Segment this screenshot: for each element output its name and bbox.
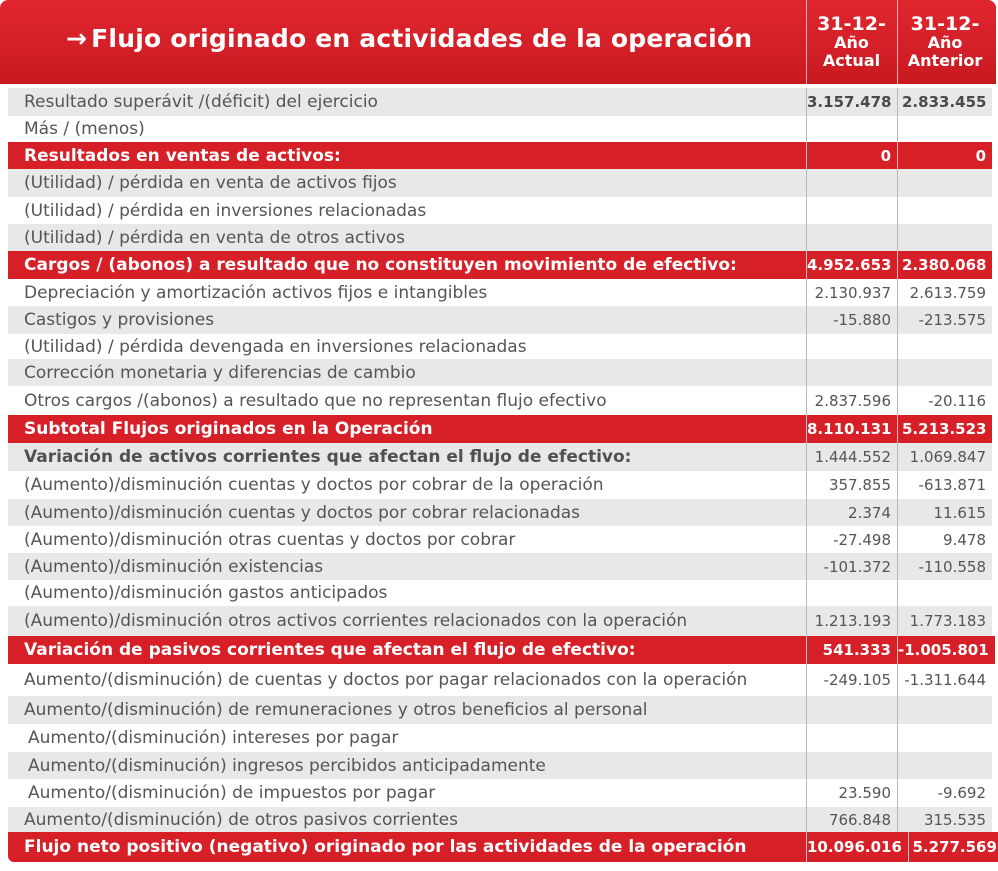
row-label: (Utilidad) / pérdida en venta de activos fijos xyxy=(24,173,397,193)
value-anterior: 5.277.569 xyxy=(908,832,998,862)
row-label: (Utilidad) / pérdida en venta de otros activos xyxy=(24,227,406,248)
table-row xyxy=(8,197,992,224)
table-row xyxy=(8,306,992,334)
column-header-period: Anterior xyxy=(907,51,983,70)
value-actual: 23.590 xyxy=(806,779,897,807)
row-label: Resultado superávit /(déficit) del ejercicio xyxy=(24,92,378,112)
value-actual: 1.213.193 xyxy=(806,606,897,636)
value-actual xyxy=(806,224,897,251)
table-row xyxy=(8,752,992,779)
row-label: (Aumento)/disminución cuentas y doctos por cobrar de la operación xyxy=(24,475,604,495)
row-label: (Aumento)/disminución existencias xyxy=(24,556,324,577)
row-label: (Utilidad) / pérdida devengada en inversiones relacionadas xyxy=(24,336,527,357)
row-label: Variación de pasivos corrientes que afectan el flujo de efectivo: xyxy=(24,640,636,660)
table-row xyxy=(8,807,992,832)
row-label: Resultados en ventas de activos: xyxy=(24,145,341,166)
value-actual xyxy=(806,752,897,779)
row-label: Aumento/(disminución) de impuestos por pagar xyxy=(28,783,436,803)
column-header-period: Actual xyxy=(822,51,881,70)
row-label: (Aumento)/disminución gastos anticipados xyxy=(24,583,388,603)
value-anterior: 2.380.068 xyxy=(897,251,992,279)
row-label: Aumento/(disminución) de cuentas y doctos por pagar relacionados con la operación xyxy=(24,670,748,690)
table-row xyxy=(8,88,992,116)
row-label: Aumento/(disminución) intereses por pagar xyxy=(28,728,399,748)
title-text: Flujo originado en actividades de la operación xyxy=(91,24,753,53)
table-row xyxy=(8,724,992,752)
table-title xyxy=(66,24,752,53)
row-label: Depreciación y amortización activos fijos e intangibles xyxy=(24,282,488,303)
value-anterior: 1.773.183 xyxy=(897,606,992,636)
value-actual xyxy=(806,334,897,359)
column-header-date: 31-12- xyxy=(910,13,980,35)
value-actual: 3.157.478 xyxy=(806,88,897,116)
table-row xyxy=(8,443,992,471)
row-label: Aumento/(disminución) de remuneraciones y otros beneficios al personal xyxy=(24,700,648,720)
row-label: (Aumento)/disminución otras cuentas y doctos por cobrar xyxy=(24,529,516,550)
value-anterior: 0 xyxy=(897,142,992,169)
row-label: (Utilidad) / pérdida en inversiones relacionadas xyxy=(24,200,427,221)
value-anterior: -110.558 xyxy=(897,553,992,580)
value-actual: 0 xyxy=(806,142,897,169)
value-anterior xyxy=(897,724,992,752)
value-anterior xyxy=(897,752,992,779)
row-label: (Aumento)/disminución otros activos corrientes relacionados con la operación xyxy=(24,611,688,631)
value-actual: 541.333 xyxy=(806,636,897,664)
value-anterior xyxy=(897,696,992,724)
column-header-actual xyxy=(806,14,897,70)
arrow-right-icon: → xyxy=(66,24,88,53)
value-actual xyxy=(806,169,897,197)
row-label: Variación de activos corrientes que afectan el flujo de efectivo: xyxy=(24,447,632,467)
value-actual xyxy=(806,359,897,386)
table-row xyxy=(8,553,992,580)
value-anterior xyxy=(897,359,992,386)
value-anterior: 2.613.759 xyxy=(897,279,992,306)
value-anterior xyxy=(897,224,992,251)
value-anterior: 5.213.523 xyxy=(897,415,992,443)
row-label: Flujo neto positivo (negativo) originado por las actividades de la operación xyxy=(24,837,747,857)
table-row xyxy=(8,664,992,696)
table-row xyxy=(8,359,992,386)
table-row xyxy=(8,580,992,606)
value-actual: -27.498 xyxy=(806,526,897,553)
value-anterior: 11.615 xyxy=(897,499,992,526)
row-label: (Aumento)/disminución cuentas y doctos por cobrar relacionadas xyxy=(24,502,581,523)
row-label: Más / (menos) xyxy=(24,119,145,139)
value-actual xyxy=(806,696,897,724)
value-anterior: 2.833.455 xyxy=(897,88,992,116)
value-anterior: -1.311.644 xyxy=(897,664,992,696)
table-row xyxy=(8,116,992,142)
column-header-anterior xyxy=(897,14,993,70)
value-actual: 2.837.596 xyxy=(806,386,897,415)
value-actual: 10.096.016 xyxy=(806,832,908,862)
table-row xyxy=(8,526,992,553)
table-row-section xyxy=(8,636,992,664)
table-row xyxy=(8,499,992,526)
value-actual: 766.848 xyxy=(806,807,897,832)
value-anterior xyxy=(897,580,992,606)
value-anterior: 1.069.847 xyxy=(897,443,992,471)
value-actual xyxy=(806,724,897,752)
value-anterior xyxy=(897,334,992,359)
column-header-date: 31-12- xyxy=(817,13,886,35)
table-row xyxy=(8,279,992,306)
column-header-year: Año xyxy=(834,33,869,52)
row-label: Castigos y provisiones xyxy=(24,310,215,330)
table-row-section xyxy=(8,142,992,169)
table-row xyxy=(8,169,992,197)
table-row xyxy=(8,386,992,415)
value-actual: -15.880 xyxy=(806,306,897,334)
value-actual: 4.952.653 xyxy=(806,251,897,279)
table-row xyxy=(8,696,992,724)
value-anterior: -20.116 xyxy=(897,386,992,415)
value-actual: 357.855 xyxy=(806,471,897,499)
value-actual: -249.105 xyxy=(806,664,897,696)
table-row xyxy=(8,779,992,807)
value-anterior: -1.005.801 xyxy=(897,636,995,664)
table-header xyxy=(0,0,996,84)
row-label: Otros cargos /(abonos) a resultado que no representan flujo efectivo xyxy=(24,390,607,411)
row-label: Subtotal Flujos originados en la Operación xyxy=(24,419,433,439)
value-anterior xyxy=(897,169,992,197)
row-label: Corrección monetaria y diferencias de cambio xyxy=(24,362,416,383)
value-actual: 1.444.552 xyxy=(806,443,897,471)
value-anterior xyxy=(897,197,992,224)
value-anterior: -9.692 xyxy=(897,779,992,807)
table-row xyxy=(8,606,992,636)
value-anterior: -213.575 xyxy=(897,306,992,334)
column-header-year: Año xyxy=(927,33,963,52)
value-actual: 8.110.131 xyxy=(806,415,897,443)
row-label: Aumento/(disminución) de otros pasivos corrientes xyxy=(24,809,458,830)
value-anterior: 9.478 xyxy=(897,526,992,553)
value-anterior: 315.535 xyxy=(897,807,992,832)
table-row-section xyxy=(8,415,992,443)
row-label: Cargos / (abonos) a resultado que no constituyen movimiento de efectivo: xyxy=(24,255,737,275)
value-actual xyxy=(806,116,897,142)
table-row-section xyxy=(8,251,992,279)
table-row xyxy=(8,334,992,359)
table-row xyxy=(8,471,992,499)
value-actual: 2.374 xyxy=(806,499,897,526)
value-anterior xyxy=(897,116,992,142)
table-row-total xyxy=(8,832,997,862)
row-label: Aumento/(disminución) ingresos percibidos anticipadamente xyxy=(28,755,546,776)
value-actual xyxy=(806,197,897,224)
table-row xyxy=(8,224,992,251)
value-actual xyxy=(806,580,897,606)
value-anterior: -613.871 xyxy=(897,471,992,499)
value-actual: 2.130.937 xyxy=(806,279,897,306)
value-actual: -101.372 xyxy=(806,553,897,580)
